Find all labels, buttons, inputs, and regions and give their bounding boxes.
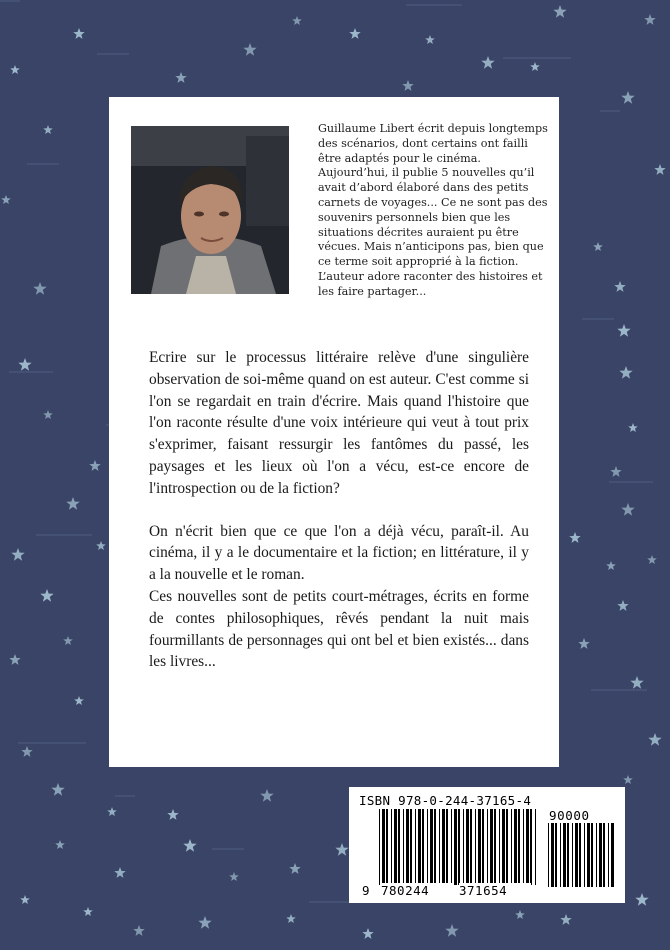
barcode-bar: [572, 823, 573, 887]
star-icon: [621, 91, 634, 104]
barcode-bar: [535, 809, 536, 885]
star-icon: [66, 497, 79, 510]
barcode-bar: [410, 809, 412, 885]
texture-streak: [609, 481, 653, 483]
star-icon: [553, 5, 566, 18]
star-icon: [229, 872, 239, 881]
barcode-bar: [608, 823, 609, 887]
star-icon: [445, 924, 458, 937]
star-icon: [623, 775, 633, 784]
star-icon: [593, 242, 603, 251]
back-cover-panel: [109, 97, 559, 767]
star-icon: [617, 324, 630, 337]
author-bio: Guillaume Libert écrit depuis longtemps des scénarios, dont certains ont failli être adaptés pour le cinéma. Aujourd’hui, il publie 5 nouvelles qu’il avait d’abord élaboré dans des petits carnets de voyages... Ce ne sont pas des souvenirs personnels bien que les situations décrites auraient pu être vécues. Mais n’anticipons pas, bien que ce terme soit approprié à la fiction. L’auteur adore raconter des histoires et les faire partager...: [318, 122, 548, 298]
star-icon: [648, 733, 661, 746]
star-icon: [175, 72, 186, 83]
star-icon: [621, 503, 634, 516]
barcode-bar: [458, 809, 460, 885]
barcode-bar: [475, 809, 476, 885]
barcode-bar: [563, 823, 566, 887]
barcode-bar: [530, 809, 532, 885]
barcode-bar: [596, 823, 597, 887]
star-icon: [606, 561, 616, 570]
barcode-bar: [454, 809, 457, 885]
barcode-bar: [502, 809, 505, 885]
texture-streak: [9, 371, 53, 373]
barcode-bar: [442, 809, 445, 885]
texture-streak: [18, 742, 86, 744]
barcode-bar: [490, 809, 493, 885]
star-icon: [20, 895, 30, 904]
star-icon: [107, 807, 117, 816]
barcode-bar: [382, 809, 385, 885]
barcode-bar: [511, 809, 512, 885]
barcode-bar: [548, 823, 549, 887]
star-icon: [614, 281, 625, 292]
star-icon: [515, 910, 525, 919]
star-icon: [18, 358, 31, 371]
star-icon: [286, 914, 296, 923]
barcode-bar: [427, 809, 428, 885]
star-icon: [198, 916, 211, 929]
barcode-bar: [611, 823, 614, 887]
star-icon: [96, 541, 106, 550]
ean-bars: [379, 809, 539, 885]
texture-streak: [115, 795, 135, 797]
star-icon: [654, 164, 665, 175]
texture-streak: [503, 57, 571, 59]
barcode-bar: [499, 809, 500, 885]
star-icon: [40, 589, 53, 602]
barcode-bar: [418, 809, 421, 885]
star-icon: [83, 907, 93, 916]
barcode-bar: [482, 809, 484, 885]
barcode-bar: [526, 809, 529, 885]
barcode-bar: [494, 809, 496, 885]
star-icon: [630, 676, 643, 689]
barcode-bar: [406, 809, 409, 885]
price-code: 90000: [549, 808, 590, 823]
star-icon: [74, 696, 84, 705]
ean-left-digits: 780244: [381, 883, 453, 898]
barcode-bar: [518, 809, 520, 885]
star-icon: [183, 839, 196, 852]
barcode-bar: [439, 809, 440, 885]
star-icon: [51, 783, 64, 796]
star-icon: [635, 893, 648, 906]
star-icon: [243, 43, 256, 56]
ean-first-digit: 9: [362, 883, 370, 898]
star-icon: [647, 555, 657, 564]
barcode-bar: [394, 809, 397, 885]
star-icon: [481, 56, 494, 69]
star-icon: [43, 410, 53, 419]
star-icon: [560, 914, 571, 925]
star-icon: [260, 789, 273, 802]
barcode-bar: [555, 823, 557, 887]
star-icon: [114, 867, 125, 878]
barcode-bar: [386, 809, 388, 885]
barcode-bar: [506, 809, 508, 885]
star-icon: [1, 195, 11, 204]
barcode-bar: [430, 809, 433, 885]
barcode-bar: [560, 823, 561, 887]
barcode-bar: [551, 823, 554, 887]
star-icon: [9, 654, 20, 665]
barcode-bar: [434, 809, 436, 885]
star-icon: [292, 16, 302, 25]
star-icon: [43, 125, 53, 134]
synopsis: [149, 347, 529, 673]
barcode-bar: [466, 809, 469, 885]
barcode-bar: [603, 823, 605, 887]
barcode-bar: [463, 809, 464, 885]
texture-streak: [212, 848, 244, 850]
barcode-bar: [487, 809, 488, 885]
barcode-bar: [446, 809, 448, 885]
barcode-bar: [575, 823, 578, 887]
ean-right-digits: 371654: [459, 883, 531, 898]
texture-streak: [309, 901, 353, 903]
barcode-bar: [599, 823, 602, 887]
star-icon: [530, 62, 540, 71]
barcode-bar: [591, 823, 593, 887]
texture-streak: [36, 534, 92, 536]
star-icon: [569, 532, 580, 543]
star-icon: [362, 928, 373, 939]
texture-streak: [27, 163, 59, 165]
star-icon: [289, 863, 300, 874]
star-icon: [21, 746, 32, 757]
star-icon: [133, 925, 144, 936]
star-icon: [425, 35, 435, 44]
barcode-bar: [379, 809, 380, 885]
barcode-bar: [422, 809, 424, 885]
texture-streak: [406, 4, 462, 6]
star-icon: [402, 80, 413, 91]
texture-streak: [0, 0, 20, 2]
isbn-number: ISBN 978-0-244-37165-4: [359, 793, 532, 808]
barcode-bar: [398, 809, 400, 885]
star-icon: [349, 28, 360, 39]
star-icon: [644, 14, 655, 25]
star-icon: [610, 466, 621, 477]
star-icon: [578, 638, 589, 649]
barcode-bar: [514, 809, 517, 885]
synopsis-paragraph: Ces nouvelles sont de petits court-métrages, écrits en forme de contes philosophiques, rêvés pendant la nuit mais fourmillants de personnages qui ont bel et bien existés... dans les livres...: [149, 587, 529, 671]
star-icon: [335, 843, 348, 856]
star-icon: [73, 28, 84, 39]
star-icon: [167, 809, 178, 820]
texture-streak: [582, 318, 614, 320]
star-icon: [617, 600, 628, 611]
star-icon: [33, 282, 46, 295]
barcode-bar: [587, 823, 590, 887]
barcode-bar: [584, 823, 585, 887]
barcode-bar: [579, 823, 581, 887]
star-icon: [619, 366, 632, 379]
barcode-bar: [567, 823, 569, 887]
barcode-bar: [415, 809, 416, 885]
isbn-barcode: [349, 787, 625, 903]
barcode-bar: [391, 809, 392, 885]
barcode-bar: [451, 809, 452, 885]
star-icon: [63, 636, 73, 645]
price-bars: [548, 823, 614, 887]
star-icon: [10, 65, 20, 74]
texture-streak: [591, 689, 647, 691]
synopsis-paragraph: On n'écrit bien que ce que l'on a déjà vécu, paraît-il. Au cinéma, il y a le documentaire et la fiction; en littérature, il y a la nouvelle et le roman.: [149, 522, 529, 584]
star-icon: [11, 548, 24, 561]
barcode-bar: [478, 809, 481, 885]
synopsis-paragraph: Ecrire sur le processus littéraire relève d'une singulière observation de soi-même quand on est auteur. C'est comme si l'on se regardait en train d'écrire. Mais quand l'histoire que l'on raconte résulte d'une voix intérieure qui veut à tout prix s'exprimer, faisant ressurgir les fantômes du passé, les paysages et les lieux où l'on a vécu, est-ce encore de l'introspection ou de la fiction?: [149, 349, 529, 497]
texture-streak: [600, 110, 620, 112]
barcode-bar: [523, 809, 524, 885]
author-photo: [131, 126, 289, 294]
star-icon: [628, 423, 638, 432]
barcode-bar: [403, 809, 404, 885]
star-icon: [55, 840, 65, 849]
barcode-bar: [470, 809, 472, 885]
texture-streak: [97, 53, 129, 55]
star-icon: [89, 460, 100, 471]
